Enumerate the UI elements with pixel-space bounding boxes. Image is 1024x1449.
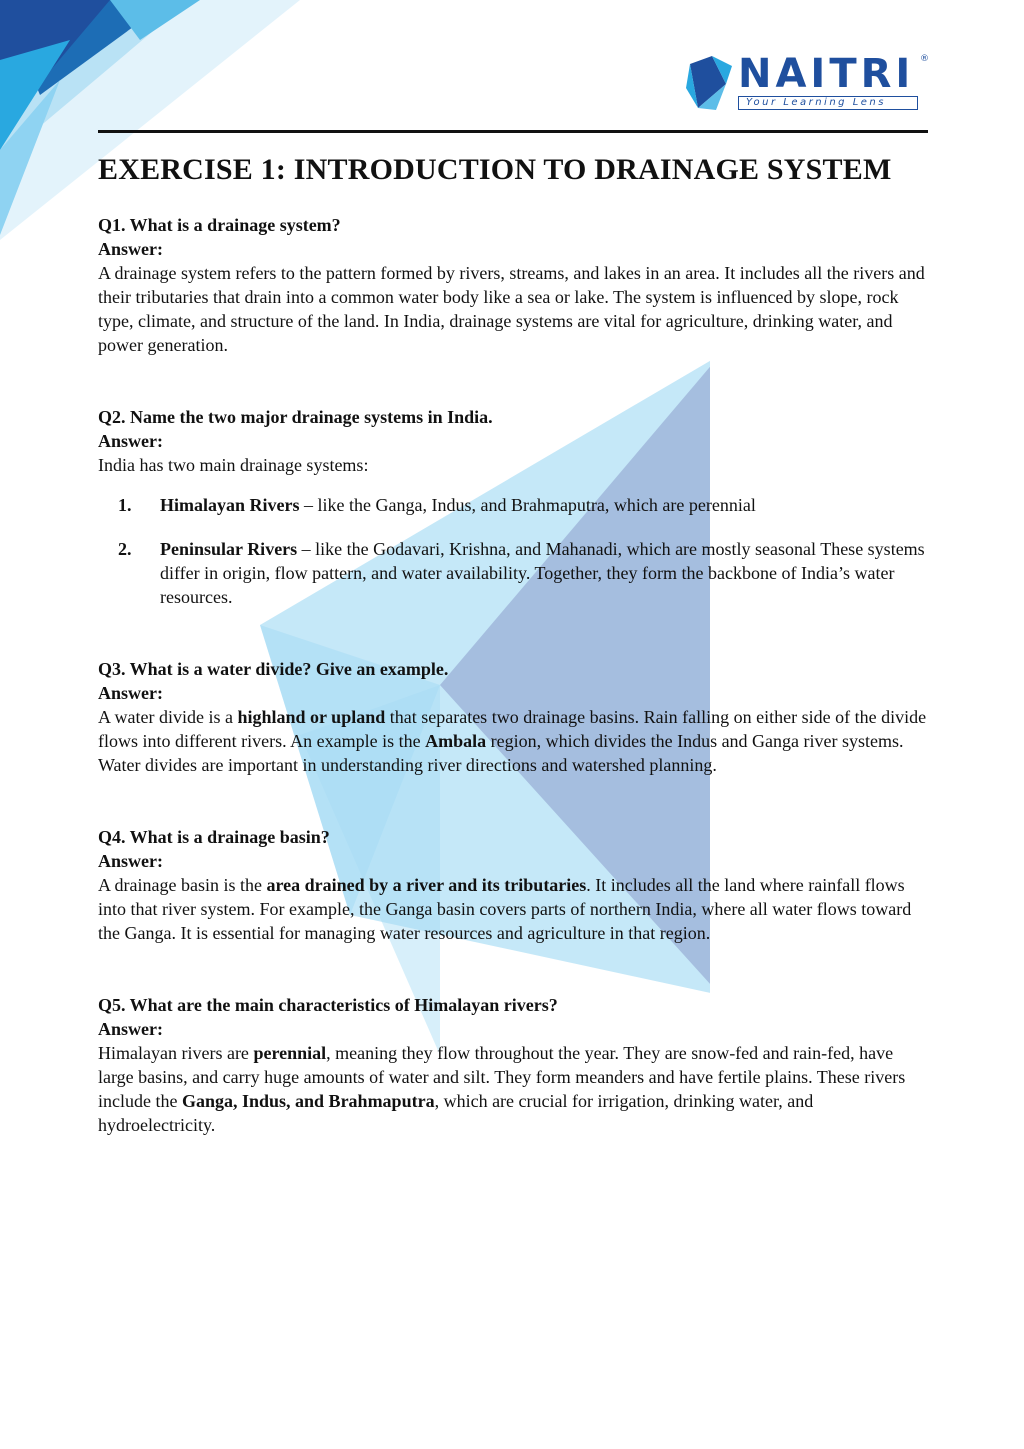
list-item-text: – like the Godavari, Krishna, and Mahanadi, which are mostly seasonal These systems differ in origin, flow pattern, and water availability. Together, they form the backbone of India’s water resources. bbox=[160, 539, 925, 607]
answer-text: . It includes all the land where rainfall flows into that river system. For example, the Ganga basin covers parts of northern India, where all water flows toward the Ganga. It is essential for managing water resources and agriculture in that region. bbox=[98, 875, 912, 943]
answer-label: Answer: bbox=[98, 683, 163, 703]
answer-text: that separates two drainage basins. Rain falling on either side of the divide flows into different rivers. An example is the bbox=[98, 707, 927, 751]
qa-block-5 bbox=[98, 993, 928, 1137]
answer-label: Answer: bbox=[98, 1019, 163, 1039]
answer-emphasis: Ambala bbox=[425, 731, 487, 751]
qa-block-2 bbox=[98, 405, 928, 609]
header-rule bbox=[98, 130, 928, 133]
answer-text: region, which divides the Indus and Ganga river systems. Water divides are important in understanding river directions and watershed planning. bbox=[98, 731, 904, 775]
answer-4 bbox=[98, 873, 928, 945]
list-number: 2. bbox=[118, 539, 132, 559]
answer-5 bbox=[98, 1041, 928, 1137]
answer-emphasis: perennial bbox=[253, 1043, 327, 1063]
qa-block-4 bbox=[98, 825, 928, 945]
list-number: 1. bbox=[118, 495, 132, 515]
answer-text: Himalayan rivers are bbox=[98, 1043, 254, 1063]
answer-text: A water divide is a bbox=[98, 707, 238, 727]
answer-text: A drainage basin is the bbox=[98, 875, 267, 895]
list-item-text: – like the Ganga, Indus, and Brahmaputra, which are perennial bbox=[299, 495, 756, 515]
question-5: Q5. What are the main characteristics of Himalayan rivers? bbox=[98, 995, 558, 1015]
list-item-name: Peninsular Rivers bbox=[160, 539, 298, 559]
list-item-name: Himalayan Rivers bbox=[160, 495, 300, 515]
qa-block-3 bbox=[98, 657, 928, 777]
brand-tagline: Your Learning Lens bbox=[746, 97, 886, 108]
answer-1: A drainage system refers to the pattern formed by rivers, streams, and lakes in an area. It includes all the rivers and their tributaries that drain into a common water body like a sea or lake. The system is influenced by slope, rock type, climate, and structure of the land. In India, drainage systems are vital for agriculture, drinking water, and power generation. bbox=[98, 263, 925, 355]
answer-3 bbox=[98, 705, 928, 777]
registered-mark: ® bbox=[920, 54, 929, 64]
brand-logo bbox=[686, 52, 932, 116]
answer-label: Answer: bbox=[98, 239, 163, 259]
question-2: Q2. Name the two major drainage systems in India. bbox=[98, 407, 493, 427]
answer-emphasis: area drained by a river and its tributaries bbox=[266, 875, 587, 895]
drainage-systems-list bbox=[98, 493, 928, 609]
answer-label: Answer: bbox=[98, 431, 163, 451]
answer-2-intro: India has two main drainage systems: bbox=[98, 455, 369, 475]
answer-text: , which are crucial for irrigation, drinking water, and hydroelectricity. bbox=[98, 1091, 814, 1135]
question-3: Q3. What is a water divide? Give an example. bbox=[98, 659, 449, 679]
list-item bbox=[98, 493, 928, 517]
list-item bbox=[98, 537, 928, 609]
question-4: Q4. What is a drainage basin? bbox=[98, 827, 330, 847]
page-title: EXERCISE 1: INTRODUCTION TO DRAINAGE SYSTEM bbox=[98, 153, 892, 186]
question-1: Q1. What is a drainage system? bbox=[98, 215, 341, 235]
answer-label: Answer: bbox=[98, 851, 163, 871]
qa-block-1 bbox=[98, 213, 928, 357]
logo-mark-icon bbox=[686, 54, 738, 110]
brand-name: NAITRI bbox=[738, 51, 915, 97]
answer-text: , meaning they flow throughout the year. They are snow-fed and rain-fed, have large basins, and carry huge amounts of water and silt. They form meanders and have fertile plains. These rivers include the bbox=[98, 1043, 906, 1111]
answer-emphasis: Ganga, Indus, and Brahmaputra bbox=[181, 1091, 435, 1111]
answer-emphasis: highland or upland bbox=[237, 707, 386, 727]
document-body bbox=[98, 150, 928, 1137]
